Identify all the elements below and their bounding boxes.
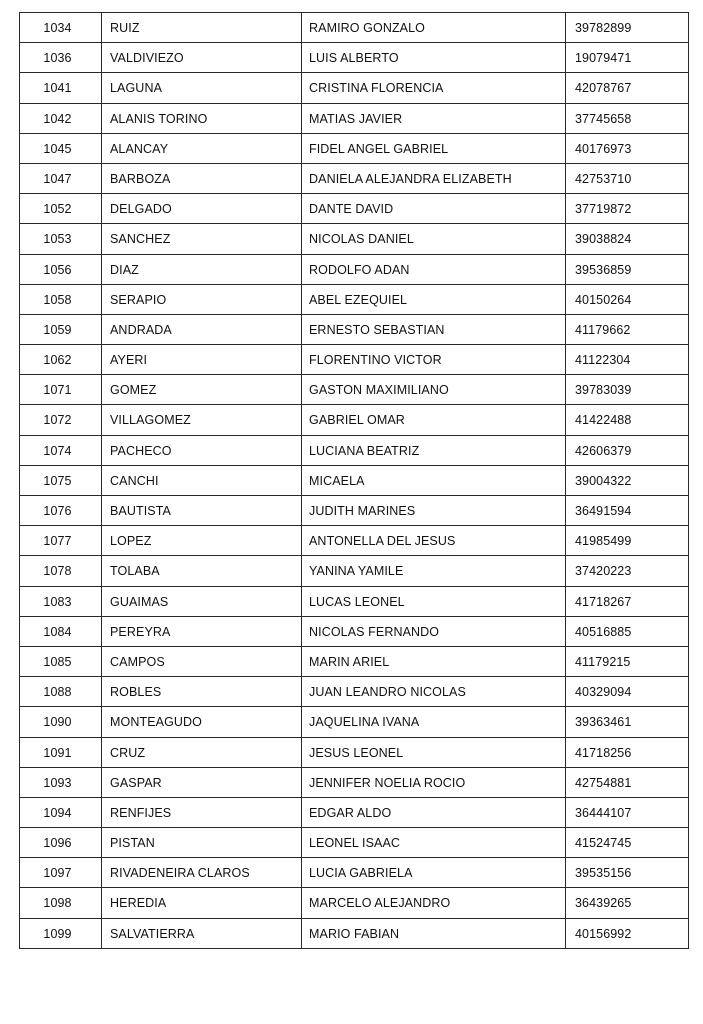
table-row bbox=[20, 616, 689, 646]
row-number-cell: 1083 bbox=[20, 586, 102, 616]
document-number-cell: 39535156 bbox=[566, 858, 689, 888]
first-name-cell: NICOLAS DANIEL bbox=[302, 224, 566, 254]
last-name-cell: ROBLES bbox=[102, 677, 302, 707]
table-row bbox=[20, 918, 689, 948]
row-number-cell: 1045 bbox=[20, 133, 102, 163]
row-number-cell: 1042 bbox=[20, 103, 102, 133]
first-name-cell: MARIN ARIEL bbox=[302, 646, 566, 676]
table-row bbox=[20, 254, 689, 284]
document-number-cell: 41718267 bbox=[566, 586, 689, 616]
document-number-cell: 41422488 bbox=[566, 405, 689, 435]
last-name-cell: AYERI bbox=[102, 345, 302, 375]
last-name-cell: BAUTISTA bbox=[102, 496, 302, 526]
document-number-cell: 42606379 bbox=[566, 435, 689, 465]
last-name-cell: LOPEZ bbox=[102, 526, 302, 556]
document-number-cell: 37719872 bbox=[566, 194, 689, 224]
table-row bbox=[20, 133, 689, 163]
roster-table bbox=[19, 12, 689, 949]
row-number-cell: 1074 bbox=[20, 435, 102, 465]
document-number-cell: 39536859 bbox=[566, 254, 689, 284]
row-number-cell: 1093 bbox=[20, 767, 102, 797]
first-name-cell: ERNESTO SEBASTIAN bbox=[302, 314, 566, 344]
row-number-cell: 1096 bbox=[20, 828, 102, 858]
first-name-cell: JESUS LEONEL bbox=[302, 737, 566, 767]
last-name-cell: GOMEZ bbox=[102, 375, 302, 405]
document-number-cell: 40156992 bbox=[566, 918, 689, 948]
row-number-cell: 1047 bbox=[20, 163, 102, 193]
last-name-cell: LAGUNA bbox=[102, 73, 302, 103]
document-number-cell: 39782899 bbox=[566, 13, 689, 43]
table-row bbox=[20, 103, 689, 133]
row-number-cell: 1076 bbox=[20, 496, 102, 526]
row-number-cell: 1056 bbox=[20, 254, 102, 284]
first-name-cell: RODOLFO ADAN bbox=[302, 254, 566, 284]
last-name-cell: PACHECO bbox=[102, 435, 302, 465]
roster-table-body bbox=[20, 13, 689, 949]
last-name-cell: CRUZ bbox=[102, 737, 302, 767]
last-name-cell: RENFIJES bbox=[102, 797, 302, 827]
row-number-cell: 1088 bbox=[20, 677, 102, 707]
table-row bbox=[20, 828, 689, 858]
first-name-cell: LUCIA GABRIELA bbox=[302, 858, 566, 888]
first-name-cell: MATIAS JAVIER bbox=[302, 103, 566, 133]
document-number-cell: 39038824 bbox=[566, 224, 689, 254]
document-number-cell: 39783039 bbox=[566, 375, 689, 405]
row-number-cell: 1059 bbox=[20, 314, 102, 344]
row-number-cell: 1034 bbox=[20, 13, 102, 43]
row-number-cell: 1058 bbox=[20, 284, 102, 314]
row-number-cell: 1077 bbox=[20, 526, 102, 556]
table-row bbox=[20, 677, 689, 707]
document-number-cell: 19079471 bbox=[566, 43, 689, 73]
last-name-cell: ANDRADA bbox=[102, 314, 302, 344]
last-name-cell: GUAIMAS bbox=[102, 586, 302, 616]
table-row bbox=[20, 43, 689, 73]
table-row bbox=[20, 707, 689, 737]
row-number-cell: 1097 bbox=[20, 858, 102, 888]
first-name-cell: MARCELO ALEJANDRO bbox=[302, 888, 566, 918]
table-row bbox=[20, 375, 689, 405]
last-name-cell: ALANIS TORINO bbox=[102, 103, 302, 133]
table-row bbox=[20, 163, 689, 193]
last-name-cell: VILLAGOMEZ bbox=[102, 405, 302, 435]
document-number-cell: 36444107 bbox=[566, 797, 689, 827]
table-row bbox=[20, 345, 689, 375]
first-name-cell: LUIS ALBERTO bbox=[302, 43, 566, 73]
document-number-cell: 40329094 bbox=[566, 677, 689, 707]
row-number-cell: 1053 bbox=[20, 224, 102, 254]
row-number-cell: 1099 bbox=[20, 918, 102, 948]
table-row bbox=[20, 646, 689, 676]
document-number-cell: 36491594 bbox=[566, 496, 689, 526]
last-name-cell: RIVADENEIRA CLAROS bbox=[102, 858, 302, 888]
last-name-cell: DELGADO bbox=[102, 194, 302, 224]
document-number-cell: 37745658 bbox=[566, 103, 689, 133]
first-name-cell: FLORENTINO VICTOR bbox=[302, 345, 566, 375]
document-number-cell: 41179662 bbox=[566, 314, 689, 344]
table-row bbox=[20, 405, 689, 435]
table-row bbox=[20, 858, 689, 888]
last-name-cell: BARBOZA bbox=[102, 163, 302, 193]
row-number-cell: 1084 bbox=[20, 616, 102, 646]
table-row bbox=[20, 224, 689, 254]
table-row bbox=[20, 526, 689, 556]
document-number-cell: 42753710 bbox=[566, 163, 689, 193]
row-number-cell: 1078 bbox=[20, 556, 102, 586]
first-name-cell: JUAN LEANDRO NICOLAS bbox=[302, 677, 566, 707]
document-number-cell: 39363461 bbox=[566, 707, 689, 737]
first-name-cell: MARIO FABIAN bbox=[302, 918, 566, 948]
last-name-cell: SALVATIERRA bbox=[102, 918, 302, 948]
table-row bbox=[20, 314, 689, 344]
row-number-cell: 1090 bbox=[20, 707, 102, 737]
row-number-cell: 1062 bbox=[20, 345, 102, 375]
first-name-cell: DANTE DAVID bbox=[302, 194, 566, 224]
first-name-cell: CRISTINA FLORENCIA bbox=[302, 73, 566, 103]
document-number-cell: 41985499 bbox=[566, 526, 689, 556]
last-name-cell: TOLABA bbox=[102, 556, 302, 586]
table-row bbox=[20, 797, 689, 827]
table-row bbox=[20, 465, 689, 495]
row-number-cell: 1036 bbox=[20, 43, 102, 73]
last-name-cell: PISTAN bbox=[102, 828, 302, 858]
first-name-cell: LEONEL ISAAC bbox=[302, 828, 566, 858]
row-number-cell: 1041 bbox=[20, 73, 102, 103]
row-number-cell: 1094 bbox=[20, 797, 102, 827]
last-name-cell: SANCHEZ bbox=[102, 224, 302, 254]
table-row bbox=[20, 888, 689, 918]
table-row bbox=[20, 73, 689, 103]
document-number-cell: 41524745 bbox=[566, 828, 689, 858]
row-number-cell: 1052 bbox=[20, 194, 102, 224]
row-number-cell: 1098 bbox=[20, 888, 102, 918]
first-name-cell: LUCAS LEONEL bbox=[302, 586, 566, 616]
last-name-cell: HEREDIA bbox=[102, 888, 302, 918]
document-number-cell: 41718256 bbox=[566, 737, 689, 767]
table-row bbox=[20, 284, 689, 314]
document-number-cell: 36439265 bbox=[566, 888, 689, 918]
last-name-cell: CANCHI bbox=[102, 465, 302, 495]
last-name-cell: VALDIVIEZO bbox=[102, 43, 302, 73]
table-row bbox=[20, 586, 689, 616]
first-name-cell: YANINA YAMILE bbox=[302, 556, 566, 586]
last-name-cell: RUIZ bbox=[102, 13, 302, 43]
last-name-cell: DIAZ bbox=[102, 254, 302, 284]
first-name-cell: JAQUELINA IVANA bbox=[302, 707, 566, 737]
first-name-cell: GASTON MAXIMILIANO bbox=[302, 375, 566, 405]
document-number-cell: 40150264 bbox=[566, 284, 689, 314]
last-name-cell: PEREYRA bbox=[102, 616, 302, 646]
last-name-cell: CAMPOS bbox=[102, 646, 302, 676]
table-row bbox=[20, 737, 689, 767]
first-name-cell: JENNIFER NOELIA ROCIO bbox=[302, 767, 566, 797]
last-name-cell: ALANCAY bbox=[102, 133, 302, 163]
document-number-cell: 40176973 bbox=[566, 133, 689, 163]
row-number-cell: 1091 bbox=[20, 737, 102, 767]
last-name-cell: SERAPIO bbox=[102, 284, 302, 314]
first-name-cell: ANTONELLA DEL JESUS bbox=[302, 526, 566, 556]
first-name-cell: LUCIANA BEATRIZ bbox=[302, 435, 566, 465]
document-number-cell: 42754881 bbox=[566, 767, 689, 797]
table-row bbox=[20, 767, 689, 797]
last-name-cell: MONTEAGUDO bbox=[102, 707, 302, 737]
document-number-cell: 37420223 bbox=[566, 556, 689, 586]
last-name-cell: GASPAR bbox=[102, 767, 302, 797]
document-number-cell: 42078767 bbox=[566, 73, 689, 103]
first-name-cell: ABEL EZEQUIEL bbox=[302, 284, 566, 314]
first-name-cell: JUDITH MARINES bbox=[302, 496, 566, 526]
table-row bbox=[20, 496, 689, 526]
document-number-cell: 41179215 bbox=[566, 646, 689, 676]
table-row bbox=[20, 435, 689, 465]
first-name-cell: EDGAR ALDO bbox=[302, 797, 566, 827]
first-name-cell: RAMIRO GONZALO bbox=[302, 13, 566, 43]
first-name-cell: GABRIEL OMAR bbox=[302, 405, 566, 435]
table-row bbox=[20, 194, 689, 224]
table-row bbox=[20, 13, 689, 43]
first-name-cell: NICOLAS FERNANDO bbox=[302, 616, 566, 646]
first-name-cell: FIDEL ANGEL GABRIEL bbox=[302, 133, 566, 163]
first-name-cell: DANIELA ALEJANDRA ELIZABETH bbox=[302, 163, 566, 193]
table-row bbox=[20, 556, 689, 586]
row-number-cell: 1072 bbox=[20, 405, 102, 435]
row-number-cell: 1085 bbox=[20, 646, 102, 676]
document-number-cell: 39004322 bbox=[566, 465, 689, 495]
document-number-cell: 40516885 bbox=[566, 616, 689, 646]
row-number-cell: 1075 bbox=[20, 465, 102, 495]
document-number-cell: 41122304 bbox=[566, 345, 689, 375]
first-name-cell: MICAELA bbox=[302, 465, 566, 495]
row-number-cell: 1071 bbox=[20, 375, 102, 405]
